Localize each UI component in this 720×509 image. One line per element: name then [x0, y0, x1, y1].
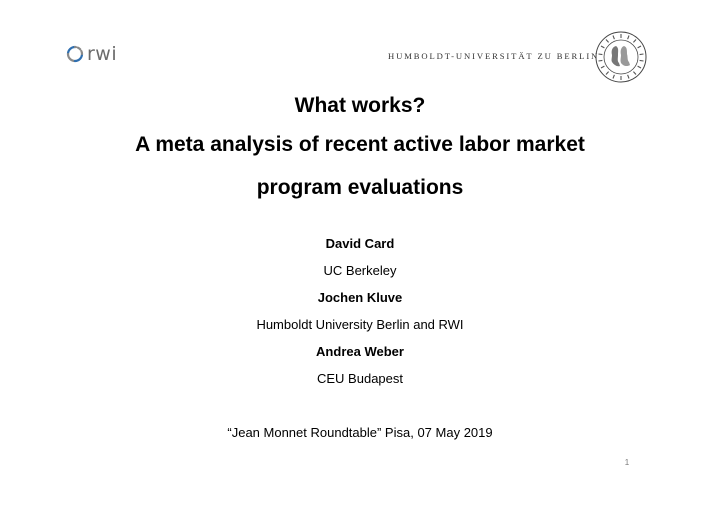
author-name: Jochen Kluve [317, 290, 403, 305]
author-name: Andrea Weber [316, 344, 404, 359]
event-line: “Jean Monnet Roundtable” Pisa, 07 May 2019 [227, 425, 493, 440]
humboldt-logo-text: HUMBOLDT-UNIVERSITÄT ZU BERLIN [388, 51, 600, 61]
rwi-mark-icon [66, 45, 84, 63]
humboldt-seal-icon [594, 30, 648, 84]
title-line-2: A meta analysis of recent active labor market [135, 133, 585, 156]
author-affiliation: UC Berkeley [323, 263, 397, 278]
author-name: David Card [325, 236, 395, 251]
title-line-3: program evaluations [256, 176, 464, 199]
title-line-1: What works? [294, 94, 426, 117]
rwi-logo-text: rwi [87, 43, 118, 65]
author-affiliation: Humboldt University Berlin and RWI [256, 317, 464, 332]
page-number: 1 [624, 458, 630, 467]
author-affiliation: CEU Budapest [317, 371, 403, 386]
rwi-logo [66, 44, 117, 64]
